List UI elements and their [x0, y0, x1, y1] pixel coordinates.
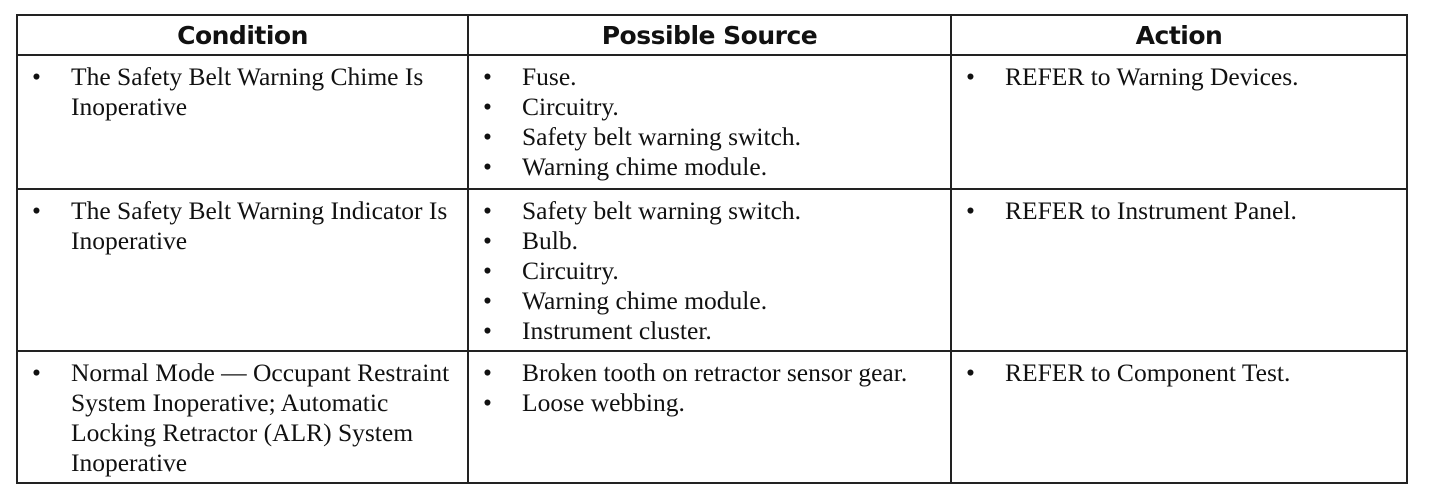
action-list [960, 358, 1398, 388]
list-item [477, 286, 942, 316]
header-action: Action [951, 15, 1407, 55]
header-possible-source: Possible Source [468, 15, 951, 55]
list-item [960, 62, 1398, 92]
list-item [960, 358, 1398, 388]
header-condition: Condition [17, 15, 468, 55]
table-body [17, 55, 1407, 483]
source-text: Instrument cluster. [522, 316, 712, 345]
bullet-icon: • [483, 226, 492, 255]
action-text: REFER to Component Test. [1005, 358, 1291, 387]
diagnosis-table [16, 14, 1408, 484]
table-header [17, 15, 1407, 55]
list-item [26, 196, 459, 256]
table-row [17, 189, 1407, 351]
bullet-icon: • [483, 92, 492, 121]
bullet-icon: • [483, 256, 492, 285]
source-text: Broken tooth on retractor sensor gear. [522, 358, 908, 387]
condition-cell [17, 189, 468, 351]
bullet-icon: • [483, 196, 492, 225]
action-list [960, 62, 1398, 92]
source-text: Warning chime module. [522, 286, 768, 315]
condition-list [26, 196, 459, 256]
bullet-icon: • [483, 388, 492, 417]
list-item [477, 256, 942, 286]
condition-text: The Safety Belt Warning Indicator Is Inoperative [71, 196, 448, 255]
list-item [477, 92, 942, 122]
bullet-icon: • [483, 62, 492, 91]
bullet-icon: • [32, 196, 41, 225]
source-list [477, 196, 942, 346]
list-item [477, 122, 942, 152]
action-cell [951, 55, 1407, 189]
source-text: Bulb. [522, 226, 578, 255]
bullet-icon: • [483, 122, 492, 151]
table-row [17, 351, 1407, 483]
condition-list [26, 62, 459, 122]
source-text: Safety belt warning switch. [522, 122, 802, 151]
source-list [477, 62, 942, 182]
condition-cell [17, 55, 468, 189]
list-item [477, 196, 942, 226]
header-row [17, 15, 1407, 55]
action-text: REFER to Warning Devices. [1005, 62, 1299, 91]
list-item [477, 226, 942, 256]
source-text: Fuse. [522, 62, 577, 91]
action-list [960, 196, 1398, 226]
bullet-icon: • [483, 152, 492, 181]
bullet-icon: • [483, 286, 492, 315]
list-item [26, 358, 459, 478]
list-item [477, 316, 942, 346]
condition-text: Normal Mode — Occupant Restraint System Inoperative; Automatic Locking Retractor (ALR) System Inoperative [71, 358, 450, 477]
list-item [26, 62, 459, 122]
source-cell [468, 351, 951, 483]
bullet-icon: • [966, 62, 975, 91]
list-item [960, 196, 1398, 226]
bullet-icon: • [483, 358, 492, 387]
bullet-icon: • [32, 358, 41, 387]
table-row [17, 55, 1407, 189]
list-item [477, 62, 942, 92]
condition-cell [17, 351, 468, 483]
source-list [477, 358, 942, 418]
source-text: Warning chime module. [522, 152, 768, 181]
source-text: Circuitry. [522, 92, 619, 121]
condition-text: The Safety Belt Warning Chime Is Inoperative [71, 62, 424, 121]
action-cell [951, 351, 1407, 483]
action-text: REFER to Instrument Panel. [1005, 196, 1297, 225]
condition-list [26, 358, 459, 478]
source-text: Loose webbing. [522, 388, 685, 417]
list-item [477, 152, 942, 182]
source-cell [468, 55, 951, 189]
action-cell [951, 189, 1407, 351]
bullet-icon: • [966, 358, 975, 387]
bullet-icon: • [966, 196, 975, 225]
source-cell [468, 189, 951, 351]
list-item [477, 358, 942, 388]
list-item [477, 388, 942, 418]
bullet-icon: • [32, 62, 41, 91]
bullet-icon: • [483, 316, 492, 345]
source-text: Circuitry. [522, 256, 619, 285]
source-text: Safety belt warning switch. [522, 196, 802, 225]
